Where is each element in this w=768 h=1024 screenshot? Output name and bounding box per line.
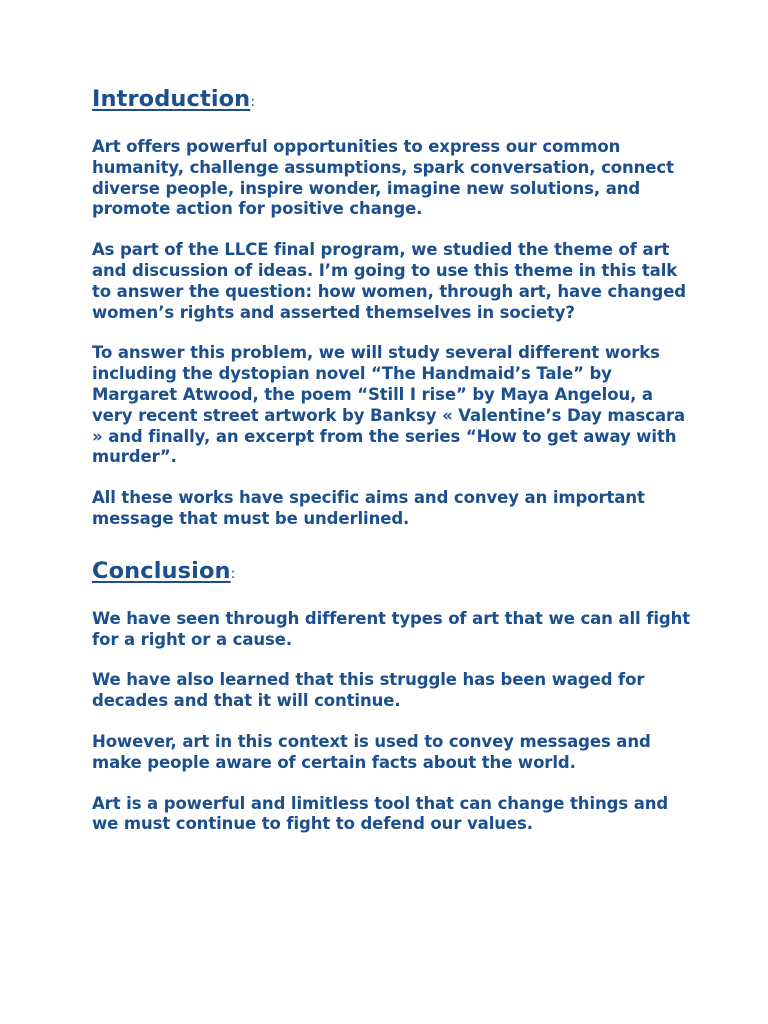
conclusion-paragraph-4: Art is a powerful and limitless tool that can change things and we must continue to fight to defend our values.: [92, 793, 669, 834]
introduction-paragraph-4: All these works have specific aims and convey an important message that must be underlined.: [92, 488, 645, 528]
conclusion-paragraph-2: We have also learned that this struggle has been waged for decades and that it will continue.: [92, 670, 645, 711]
introduction-heading-colon: :: [250, 94, 256, 110]
conclusion-heading: [92, 556, 692, 589]
conclusion-heading-colon: :: [230, 565, 236, 582]
introduction-paragraph-2: As part of the LLCE final program, we studied the theme of art and discussion of ideas. I’m going to use this theme in this talk to answer the question: how women, through art, have changed women’s rights and asserted themselves in society?: [92, 240, 687, 322]
document-page: [92, 84, 692, 855]
conclusion-heading-text: Conclusion: [92, 557, 231, 584]
introduction-heading: [92, 84, 692, 117]
introduction-paragraph-3: To answer this problem, we will study several different works including the dystopian novel “The Handmaid’s Tale” by Margaret Atwood, the poem “Still I rise” by Maya Angelou, a very recent street artwork by Banksy « Valentine’s Day mascara » and finally, an excerpt from the series “How to get away with murder”.: [92, 343, 686, 467]
introduction-paragraph-1: Art offers powerful opportunities to express our common humanity, challenge assumptions, spark conversation, connect diverse people, inspire wonder, imagine new solutions, and promote action for positive change.: [92, 137, 674, 219]
conclusion-paragraph-3: However, art in this context is used to convey messages and make people aware of certain facts about the world.: [92, 731, 651, 772]
conclusion-paragraph-1: We have seen through different types of art that we can all fight for a right or a cause.: [92, 608, 691, 649]
introduction-heading-text: Introduction: [92, 86, 251, 112]
